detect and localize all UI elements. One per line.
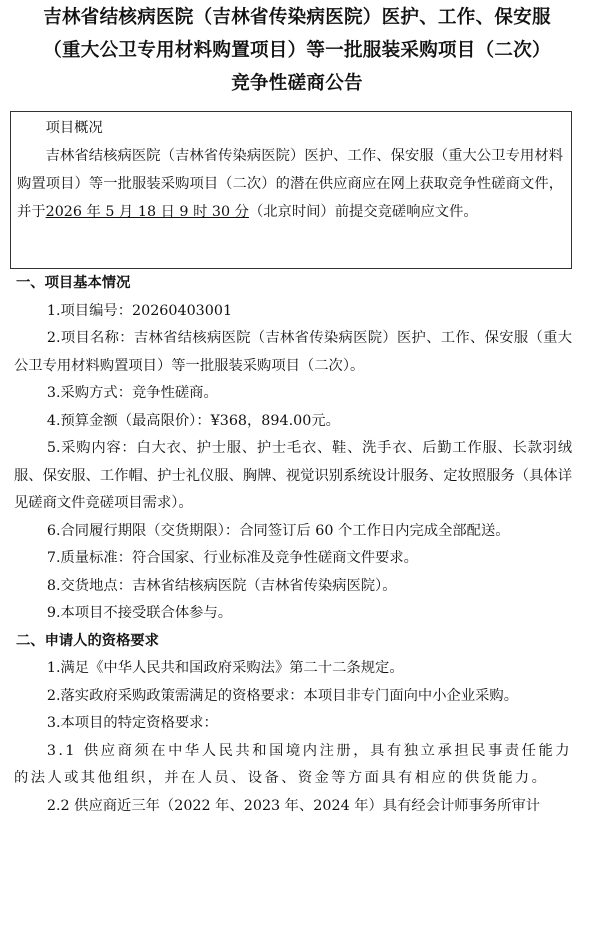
section1-item: 5.采购内容：白大衣、护士服、护士毛衣、鞋、洗手衣、后勤工作服、长款羽绒服、保安服、工作帽、护士礼仪服、胸牌、视觉识别系统设计服务、定妆照服务（具体详见磋商文件竞磋项目需求）。 xyxy=(14,440,572,511)
overview-text-before: 吉林省结核病医院（吉林省传染病医院）医护、工作、保安服（重大公卫专用材料购置项目）等一批服装采购项目（二次）的潜在供应商应在网上获取竞争性磋商文件，并于 xyxy=(17,148,563,220)
section2-heading: 二、申请人的资格要求 xyxy=(16,632,159,649)
overview-text-after: （北京时间）前提交竞磋响应文件。 xyxy=(248,204,478,220)
section2-item: 3.本项目的特定资格要求： xyxy=(46,715,218,731)
overview-deadline: 2026 年 5 月 18 日 9 时 30 分 xyxy=(45,204,249,220)
title-line-3: 竞争性磋商公告 xyxy=(231,73,363,94)
section-basic-info xyxy=(14,270,572,820)
section1-item: 4.预算金额（最高限价）：¥368，894.00元。 xyxy=(46,412,340,429)
section1-item: 3.采购方式：竞争性磋商。 xyxy=(46,385,218,401)
section1-item: 1.项目编号：20260403001 xyxy=(46,302,233,319)
title-line-1: 吉林省结核病医院（吉林省传染病医院）医护、工作、保安服 xyxy=(43,7,551,28)
overview-text xyxy=(17,142,563,226)
section2-sub-item: 2.2 供应商近三年（2022 年、2023 年、2024 年）具有经会计师事务所审计 xyxy=(46,797,541,814)
section1-item: 6.合同履行期限（交货期限）：合同签订后 60 个工作日内完成全部配送。 xyxy=(46,522,510,539)
section1-item: 2.项目名称：吉林省结核病医院（吉林省传染病医院）医护、工作、保安服（重大公卫专用材料购置项目）等一批服装采购项目（二次）。 xyxy=(14,330,572,374)
section1-item: 9.本项目不接受联合体参与。 xyxy=(46,605,233,621)
section1-item: 8.交货地点：吉林省结核病医院（吉林省传染病医院）。 xyxy=(46,577,397,594)
section1-heading: 一、项目基本情况 xyxy=(16,275,131,291)
section2-item: 1.满足《中华人民共和国政府采购法》第二十二条规定。 xyxy=(46,660,404,676)
project-overview-box xyxy=(10,111,572,269)
section2-sub-item: 3.1 供应商须在中华人民共和国境内注册，具有独立承担民事责任能力的法人或其他组织，并在人员、设备、资金等方面具有相应的供货能力。 xyxy=(14,742,572,786)
document-title xyxy=(0,0,594,99)
title-line-2: （重大公卫专用材料购置项目）等一批服装采购项目（二次） xyxy=(43,40,551,61)
section1-item: 7.质量标准：符合国家、行业标准及竞争性磋商文件要求。 xyxy=(46,550,418,566)
overview-heading: 项目概况 xyxy=(45,120,103,136)
section2-item: 2.落实政府采购政策需满足的资格要求：本项目非专门面向中小企业采购。 xyxy=(46,687,519,704)
